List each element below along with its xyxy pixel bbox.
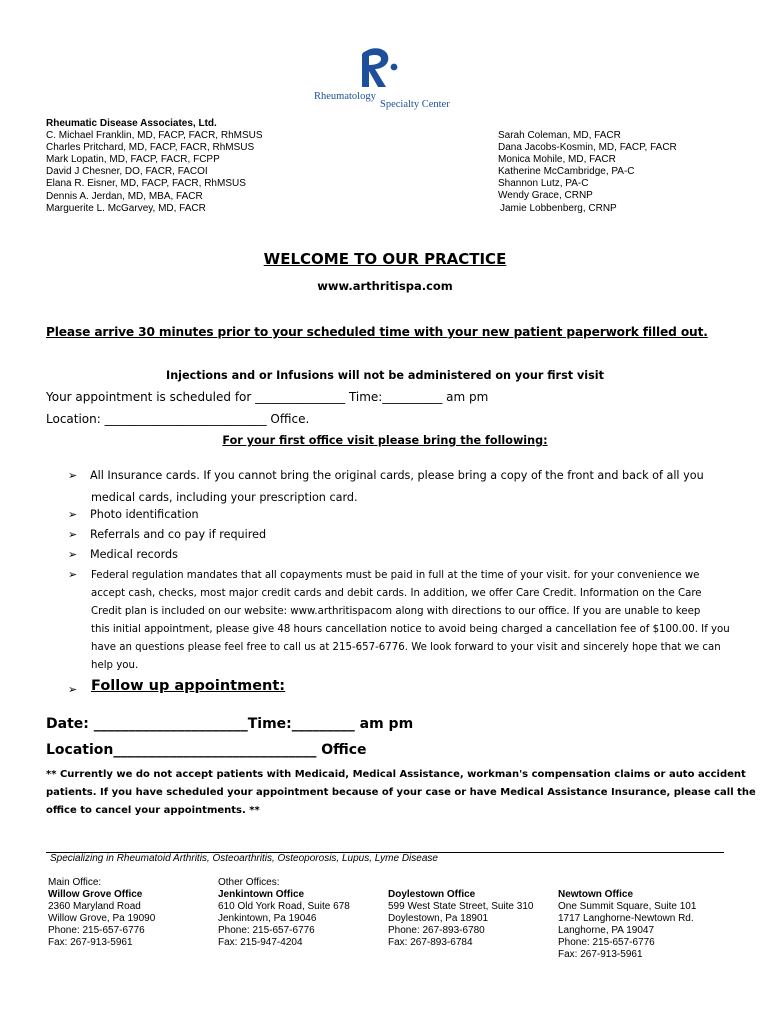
office-phone: Phone: 215-657-6776: [218, 925, 315, 937]
physician-name: Shannon Lutz, PA-C: [498, 178, 589, 190]
logo-text-rheumatology: Rheumatology: [314, 91, 376, 102]
office-street: 599 West State Street, Suite 310: [388, 901, 534, 913]
office-doylestown: [388, 889, 533, 949]
physician-name: Marguerite L. McGarvey, MD, FACR: [46, 202, 206, 214]
office-fax: Fax: 267-913-5961: [558, 949, 643, 961]
office-jenkintown: [218, 877, 350, 950]
physician-list-left: [46, 118, 263, 215]
physician-name: Elana R. Eisner, MD, FACP, FACR, RhMSUS: [46, 178, 246, 190]
office-phone: Phone: 267-893-6780: [388, 925, 485, 937]
website-link[interactable]: www.arthritispa.com: [317, 279, 453, 293]
appointment-schedule-line: Your appointment is scheduled for _______________ Time:__________ am pm: [46, 390, 489, 404]
appointment-location-line: Location: ___________________________ Office.: [46, 412, 310, 426]
office-fax: Fax: 267-913-5961: [48, 937, 133, 949]
follow-up-location-line: Location_____________________________ Office: [46, 742, 367, 758]
welcome-title: WELCOME TO OUR PRACTICE: [263, 250, 507, 268]
office-name: Willow Grove Office: [48, 889, 143, 901]
logo-mark-icon: [314, 47, 464, 93]
office-name: Newtown Office: [558, 889, 634, 900]
arrow-bullet-icon: ➢: [68, 528, 78, 541]
arrow-bullet-icon: ➢: [68, 548, 78, 561]
injections-notice: Injections and or Infusions will not be administered on your first visit: [166, 369, 604, 382]
specialties-line: Specializing in Rheumatoid Arthritis, Osteoarthritis, Osteoporosis, Lupus, Lyme Disease: [50, 853, 438, 864]
office-street: 610 Old York Road, Suite 678: [218, 901, 350, 913]
other-offices-label: Other Offices:: [218, 877, 280, 888]
bring-items-heading: For your first office visit please bring the following:: [222, 434, 548, 447]
follow-up-heading: Follow up appointment:: [91, 678, 286, 694]
physician-name: Katherine McCambridge, PA-C: [498, 166, 635, 178]
physician-name: Jamie Lobbenberg, CRNP: [500, 202, 617, 214]
office-street: 2360 Maryland Road: [48, 901, 141, 913]
physician-name: Mark Lopatin, MD, FACP, FACR, FCPP: [46, 154, 220, 166]
office-street: One Summit Square, Suite 101: [558, 901, 697, 913]
rheumatology-specialty-center-logo: [314, 47, 464, 113]
office-city: Jenkintown, Pa 19046: [218, 913, 317, 925]
practice-name: Rheumatic Disease Associates, Ltd.: [46, 118, 217, 129]
office-newtown: [558, 889, 696, 962]
physician-list-right: [498, 130, 677, 215]
office-fax: Fax: 215-947-4204: [218, 937, 303, 949]
office-road: 1717 Langhorne-Newtown Rd.: [558, 913, 694, 925]
follow-up-date-line: Date: ______________________Time:_________ am pm: [46, 716, 414, 732]
arrow-bullet-icon: ➢: [68, 469, 78, 482]
physician-name: Wendy Grace, CRNP: [498, 190, 593, 202]
federal-regulation-paragraph: Federal regulation mandates that all copayments must be paid in full at the time of your visit. for your convenience we accept cash, checks, most major credit cards and debit cards. In addition, we offer Care Credit. Information on the Care Credit plan is included on our website: www.arthritispacom along with directions to our office. If you are unable to keep this initial appointment, please give 48 hours cancellation notice to avoid being charged a cancellation fee of $100.00. If you have an questions please feel free to call us at 215-657-6776. We look forward to your visit and sincerely hope that we can help you.: [91, 570, 730, 671]
office-city: Doylestown, Pa 18901: [388, 913, 489, 925]
insurance-continuation: medical cards, including your prescription card.: [91, 491, 358, 504]
office-phone: Phone: 215-657-6776: [48, 925, 145, 937]
logo-text-specialty-center: Specialty Center: [380, 99, 450, 110]
office-name: Jenkintown Office: [218, 889, 305, 901]
arrow-bullet-icon: ➢: [68, 683, 78, 696]
office-fax: Fax: 267-893-6784: [388, 937, 473, 949]
office-name: Doylestown Office: [388, 889, 476, 900]
physician-name: Charles Pritchard, MD, FACP, FACR, RhMSUS: [46, 142, 255, 154]
office-city: Langhorne, PA 19047: [558, 925, 655, 937]
physician-name: Dennis A. Jerdan, MD, MBA, FACR: [46, 190, 203, 202]
insurance-notice: ** Currently we do not accept patients with Medicaid, Medical Assistance, workman's compensation claims or auto accident patients. If you have scheduled your appointment because of your case or have Medical Assistance Insurance, please call the office to cancel your appointments. **: [46, 769, 756, 816]
arrow-bullet-icon: ➢: [68, 568, 78, 581]
main-office-label: Main Office:: [48, 877, 102, 888]
office-phone: Phone: 215-657-6776: [558, 937, 655, 949]
office-willow-grove: [48, 877, 155, 950]
physician-name: Monica Mohile, MD, FACR: [498, 154, 616, 166]
arrow-bullet-icon: ➢: [68, 508, 78, 521]
physician-name: C. Michael Franklin, MD, FACP, FACR, RhMSUS: [46, 130, 263, 142]
office-city: Willow Grove, Pa 19090: [48, 913, 156, 925]
arrival-notice: Please arrive 30 minutes prior to your scheduled time with your new patient paperwork filled out.: [46, 325, 708, 339]
physician-name: David J Chesner, DO, FACR, FACOI: [46, 166, 208, 178]
physician-name: Dana Jacobs-Kosmin, MD, FACP, FACR: [498, 142, 677, 154]
physician-name: Sarah Coleman, MD, FACR: [498, 130, 621, 141]
